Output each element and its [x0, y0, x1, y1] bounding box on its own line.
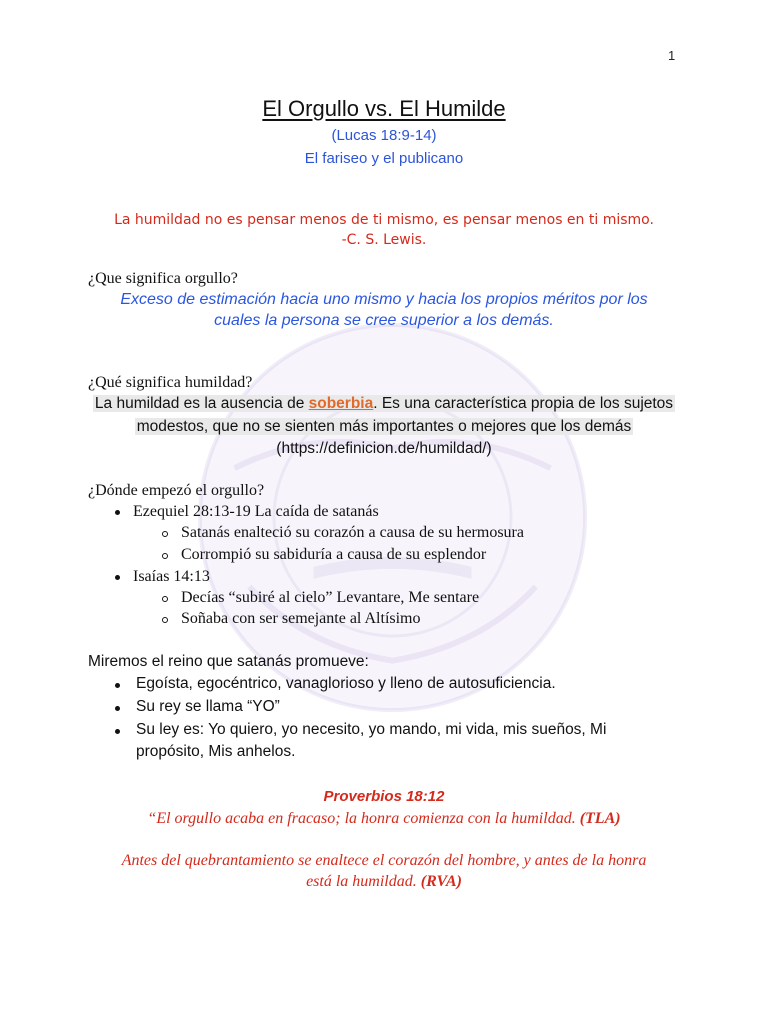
humildad-text-a: La humildad es la ausencia de	[94, 395, 309, 412]
list-item-continuation: propósito, Mis anhelos.	[136, 743, 296, 760]
list-subitem: Corrompió su sabiduría a causa de su esplendor	[181, 546, 487, 563]
orgullo-question: ¿Que significa orgullo?	[88, 270, 238, 287]
bullet-icon	[115, 683, 120, 688]
tla-tag: (TLA)	[579, 810, 621, 827]
list-subitem: Decías “subiré al cielo” Levantare, Me sentare	[181, 589, 480, 606]
humildad-definition-line1	[0, 395, 768, 413]
quote-text: La humildad no es pensar menos de ti mismo, es pensar menos en ti mismo.	[114, 212, 654, 228]
circle-bullet-icon	[162, 617, 168, 623]
rva-tag: (RVA)	[420, 873, 462, 890]
list-subitem: Satanás enalteció su corazón a causa de su hermosura	[181, 524, 524, 541]
humildad-definition-line2	[0, 418, 768, 436]
list-item: Su rey se llama “YO”	[136, 698, 280, 715]
orgullo-definition-line2: cuales la persona se cree superior a los demás.	[214, 312, 554, 329]
orgullo-definition-line1: Exceso de estimación hacia uno mismo y hacia los propios méritos por los	[120, 291, 648, 308]
bullet-icon	[115, 510, 120, 515]
soberbia-link[interactable]: soberbia	[308, 395, 374, 412]
bullet-icon	[115, 729, 120, 734]
humildad-text-line2: modestos, que no se sienten más importantes o mejores que los demás	[136, 418, 632, 435]
page-number: 1	[668, 48, 676, 63]
humildad-question: ¿Qué significa humildad?	[88, 374, 253, 391]
reino-heading: Miremos el reino que satanás promueve:	[88, 653, 369, 670]
scripture-reference: (Lucas 18:9-14)	[331, 127, 437, 144]
rva-text: está la humildad.	[306, 873, 421, 890]
humildad-source: (https://definicion.de/humildad/)	[276, 440, 492, 457]
list-item: Egoísta, egocéntrico, vanaglorioso y lleno de autosuficiencia.	[136, 675, 556, 692]
proverbios-rva-line2	[0, 873, 768, 891]
list-subitem: Soñaba con ser semejante al Altísimo	[181, 610, 421, 627]
tla-text: “El orgullo acaba en fracaso; la honra comienza con la humildad.	[147, 810, 580, 827]
circle-bullet-icon	[162, 553, 168, 559]
proverbios-reference: Proverbios 18:12	[323, 788, 445, 805]
proverbios-rva-line1: Antes del quebrantamiento se enaltece el corazón del hombre, y antes de la honra	[121, 852, 647, 869]
page-subtitle: El fariseo y el publicano	[304, 150, 464, 167]
bullet-icon	[115, 575, 120, 580]
proverbios-tla	[0, 810, 768, 828]
circle-bullet-icon	[162, 596, 168, 602]
list-item: Su ley es: Yo quiero, yo necesito, yo mando, mi vida, mis sueños, Mi	[136, 721, 607, 738]
quote-author: -C. S. Lewis.	[341, 232, 427, 248]
humildad-text-b: . Es una característica propia de los sujetos	[373, 395, 674, 412]
page-title: El Orgullo vs. El Humilde	[262, 96, 506, 121]
bullet-icon	[115, 706, 120, 711]
list-item: Ezequiel 28:13-19 La caída de satanás	[133, 503, 379, 520]
origen-question: ¿Dónde empezó el orgullo?	[88, 482, 265, 499]
circle-bullet-icon	[162, 531, 168, 537]
list-item: Isaías 14:13	[133, 568, 210, 585]
